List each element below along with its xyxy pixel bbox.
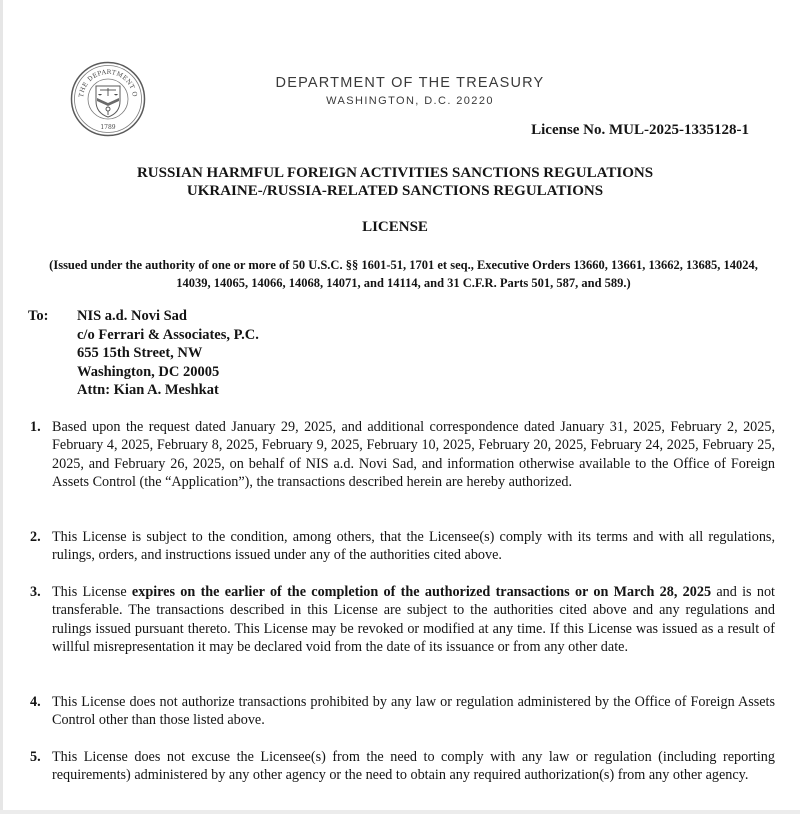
recipient-street: 655 15th Street, NW <box>77 345 203 361</box>
paragraph-text <box>52 583 775 657</box>
paragraph-number: 5. <box>30 749 41 765</box>
recipient-label: To: <box>28 308 49 324</box>
page-bottom-edge <box>0 810 800 814</box>
recipient-name: NIS a.d. Novi Sad <box>77 308 187 324</box>
letterhead <box>230 74 590 109</box>
paragraph-number: 4. <box>30 694 41 710</box>
paragraph-text: Based upon the request dated January 29, 2025, and additional correspondence dated January 31, 2025, February 2, 2025, February 4, 2025, February 8, 2025, February 9, 2025, February 10, 2025, February 20, 2025, February 24, 2025, February 25, 2025, and February 26, 2025, on behalf of NIS a.d. Novi Sad, and information otherwise available to the Office of Foreign Assets Control (the “Application”), the transactions described herein are hereby authorized. <box>52 419 775 491</box>
recipient-city: Washington, DC 20005 <box>77 363 220 380</box>
recipient-address <box>77 307 259 400</box>
paragraph-3 <box>30 583 775 657</box>
regulation-title-2: UKRAINE-/RUSSIA-RELATED SANCTIONS REGULATIONS <box>186 183 604 199</box>
department-name: DEPARTMENT OF THE TREASURY <box>275 75 545 91</box>
paragraph-5 <box>30 748 775 785</box>
expiration-clause: expires on the earlier of the completion of the authorized transactions or on March 28, 2025 <box>131 584 712 600</box>
page-edge-shadow <box>0 0 3 814</box>
regulation-title-1: RUSSIAN HARMFUL FOREIGN ACTIVITIES SANCTIONS REGULATIONS <box>136 165 654 181</box>
paragraph-text-rest: and is not transferable. The transactions described in this License are subject to the authorities cited above and any regulations and rulings issued pursuant thereto. This License may be revoked or modified at any time. If this License was issued as a result of willful misrepresentation it may be declared void from the date of its issuance or from any other date. <box>52 584 775 656</box>
license-heading: LICENSE <box>362 219 428 235</box>
authority-statement: (Issued under the authority of one or more of 50 U.S.C. §§ 1601-51, 1701 et seq., Executive Orders 13660, 13661, 13662, 13685, 14024, 14039, 14065, 14066, 14068, 14071, and 14114, and 31 C.F.R. Parts 501, 587, and 589.) <box>49 258 758 290</box>
recipient-care-of: c/o Ferrari & Associates, P.C. <box>77 326 259 343</box>
regulation-titles <box>0 164 790 200</box>
paragraph-text-lead: This License <box>52 584 132 600</box>
paragraph-number: 3. <box>30 584 41 600</box>
license-number: License No. MUL-2025-1335128-1 <box>531 122 749 138</box>
paragraph-text: This License is subject to the condition, among others, that the Licensee(s) comply with its terms and with all regulations, rulings, orders, and instructions issued under any of the authorities cited above. <box>52 529 775 564</box>
svg-text:1789: 1789 <box>100 124 116 131</box>
svg-text:THE DEPARTMENT OF THE TREASURY: THE DEPARTMENT O <box>77 68 139 98</box>
paragraph-text: This License does not excuse the Licensee(s) from the need to comply with any law or regulation (including reporting requirements) administered by any other agency or the need to obtain any required authorization(s) from any other agency. <box>52 749 775 784</box>
paragraph-number: 2. <box>30 529 41 545</box>
paragraph-number: 1. <box>30 419 41 435</box>
paragraph-1 <box>30 418 775 492</box>
treasury-seal-logo <box>70 61 146 137</box>
department-city: WASHINGTON, D.C. 20220 <box>326 95 494 107</box>
paragraph-text: This License does not authorize transactions prohibited by any law or regulation administered by the Office of Foreign Assets Control other than those listed above. <box>52 694 775 729</box>
paragraph-2 <box>30 528 775 565</box>
paragraph-4 <box>30 693 775 730</box>
recipient-attention: Attn: Kian A. Meshkat <box>77 382 219 398</box>
